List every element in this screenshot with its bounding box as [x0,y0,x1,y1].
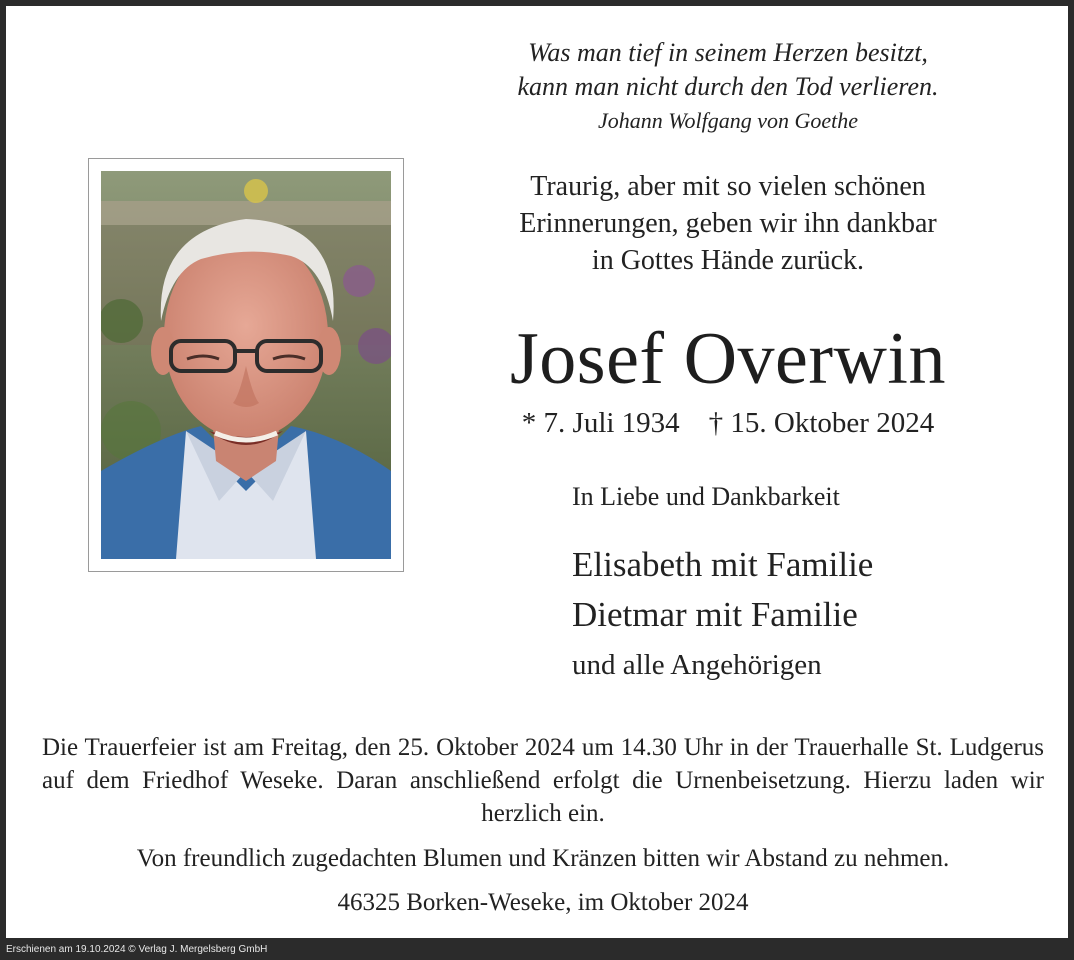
place-date: 46325 Borken-Weseke, im Oktober 2024 [337,889,749,916]
quote-line: Was man tief in seinem Herzen besitzt, [528,38,928,67]
portrait-photo [101,171,391,559]
life-dates: * 7. Juli 1934 † 15. Oktober 2024 [521,407,935,439]
mourners-intro: In Liebe und Dankbarkeit [572,482,840,511]
mourners-relatives: und alle Angehörigen [572,649,822,681]
publication-footer: Erschienen am 19.10.2024 © Verlag J. Mergelsberg GmbH [0,940,1074,960]
portrait-frame [88,158,404,572]
obituary-notice [6,6,1068,938]
flowers-note: Von freundlich zugedachten Blumen und Kränzen bitten wir Abstand zu nehmen. [136,845,950,872]
ceremony-text: Die Trauerfeier ist am Freitag, den 25. Oktober 2024 um 14.30 Uhr in der Trauerhalle St. Ludgerus auf dem Friedhof Weseke. Daran anschließend erfolgt die Urnenbeisetzung. Hierzu laden wir herzlich ein. [42,734,1044,827]
deceased-name: Josef Overwin [509,318,946,400]
quote-line: kann man nicht durch den Tod verlieren. [517,72,939,101]
intro-line: Traurig, aber mit so vielen schönen [530,171,926,202]
family-name: Dietmar mit Familie [572,595,858,634]
intro-line: in Gottes Hände zurück. [591,245,865,276]
intro-text [468,168,988,279]
quote-author: Johann Wolfgang von Goethe [597,108,859,133]
quote-block [468,36,988,136]
intro-line: Erinnerungen, geben wir ihn dankbar [519,208,937,239]
family-name: Elisabeth mit Familie [572,545,874,584]
mourners-families [572,540,873,640]
